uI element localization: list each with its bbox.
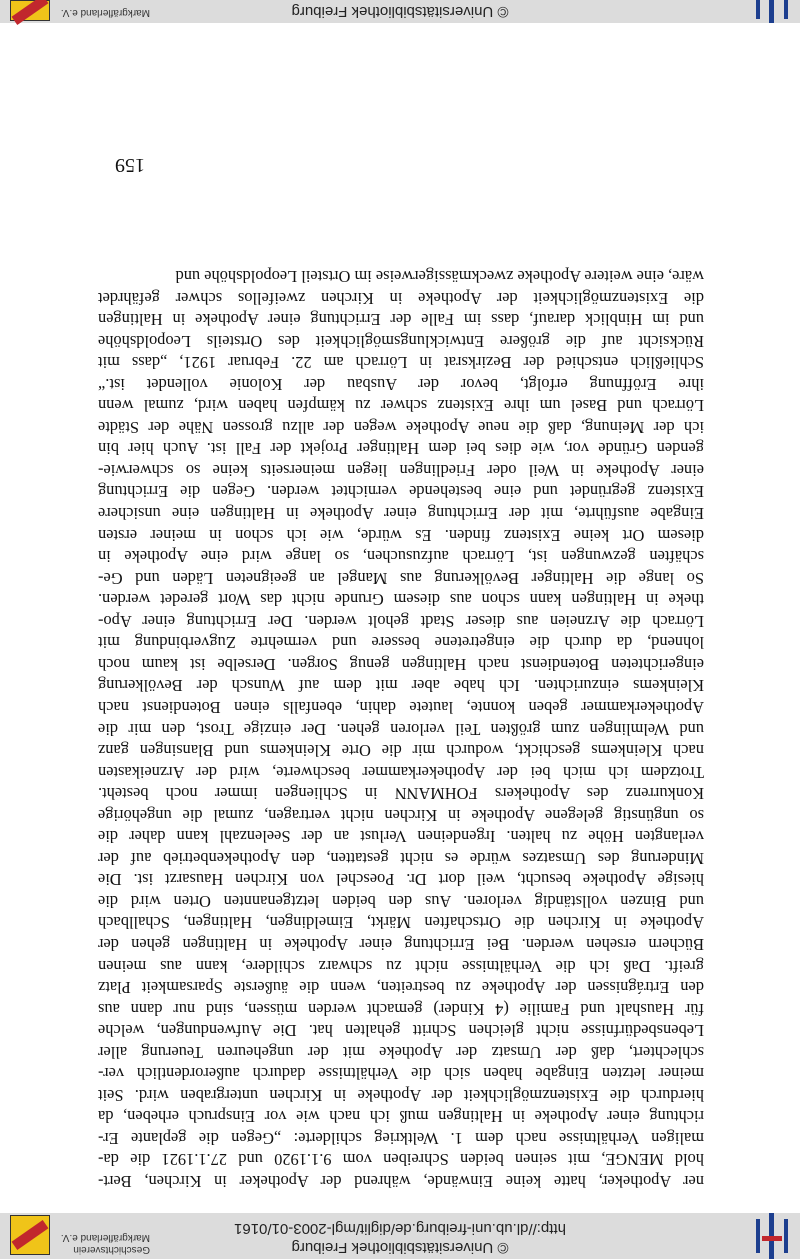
text-line: Lebensbedürfnisse nicht gleichen Schritt gehalten hat. Die Aufwendungen, welche bbox=[98, 1021, 704, 1041]
geschichtsverein-logo bbox=[10, 1215, 50, 1255]
text-line: Lörrach die Arzneien aus dieser Stadt geholt werden. Der Errichtung einer Apo- bbox=[98, 611, 704, 631]
text-line: hiesige Apotheke besucht, weil dort Dr. Poeschel von Kirchen Hausarzt ist. Die bbox=[98, 870, 704, 890]
footer-bar bbox=[0, 0, 800, 23]
text-line: Apothekerkammer geben konnte, lautete dahin, ebenfalls einen Botendienst nach bbox=[98, 697, 704, 717]
text-line: Schließlich entschied der Bezirksrat in Lörrach am 22. Februar 1921, „dass mit bbox=[98, 353, 704, 373]
footer-library-copyright: © Universitätsbibliothek Freiburg bbox=[291, 3, 509, 20]
text-line: ich der Meinung, daß die neue Apotheke wegen der allzu grossen Nähe der Städte bbox=[98, 417, 704, 437]
text-line: und Welmlingen zum größten Teil verloren gehen. Der einzige Trost, den mir die bbox=[98, 719, 704, 739]
text-line: so ungünstig gelegene Apotheke in Kirchen nicht vertragen, zumal die ungehörige bbox=[98, 805, 704, 825]
text-line: wäre, eine weitere Apotheke zweckmässigerweise im Ortsteil Leopoldshöhe und bbox=[175, 267, 704, 287]
text-line: hierdurch die Existenzmöglichkeit der Apotheke in Kirchen untergraben wird. Seit bbox=[98, 1085, 704, 1105]
text-line: schäften gezwungen ist, Lörrach aufzusuchen, so lange wird eine Apotheke in bbox=[98, 547, 704, 567]
text-line: theke in Haltingen kann schon aus diesem Grunde nicht das Wort geredet werden. bbox=[98, 590, 704, 610]
text-line: und Binzen vollständig verloren. Aus den beiden letztgenannten Orten wird die bbox=[98, 891, 704, 911]
text-line: die Existenzmöglichkeit der Apotheke in Kirchen zweifellos schwer gefährdet bbox=[98, 288, 704, 308]
geschichtsverein-caption: Geschichtsverein Markgräflerland e.V. bbox=[60, 1232, 150, 1255]
text-line: genden Gründe vor, wie dies bei dem Haltinger Projekt der Fall ist. Auch hier bin bbox=[98, 439, 704, 459]
text-line: Rücksicht auf die größere Entwicklungsmöglichkeit des Ortsteils Leopoldshöhe bbox=[98, 331, 704, 351]
body-text bbox=[98, 265, 704, 1192]
text-line: lohnend, da durch die eingetretene bessere und vermehrte Zugverbindung mit bbox=[98, 633, 704, 653]
text-line: Lörrach und Basel um ihre Existenz schwer zu kämpfen haben wird, zumal wenn bbox=[98, 396, 704, 416]
text-line: für Haushalt und Familie (4 Kinder) gemacht werden müssen, sind nur dann aus bbox=[98, 999, 704, 1019]
header-bar bbox=[0, 1213, 800, 1259]
text-line: und im Hinblick darauf, dass im Falle der Errichtung einer Apotheke in Haltingen bbox=[98, 310, 704, 330]
library-copyright: © Universitätsbibliothek Freiburg bbox=[291, 1239, 509, 1256]
footer-logo-caption: Markgräflerland e.V. bbox=[60, 7, 150, 18]
text-line: maligen Verhältnisse nach dem 1. Weltkrieg schilderte: „Gegen die geplante Er- bbox=[98, 1128, 704, 1148]
text-line: Büchern ersehen werden. Bei Errichtung einer Apotheke in Haltingen gehen der bbox=[98, 934, 704, 954]
page-number: 159 bbox=[115, 154, 145, 176]
text-line: diesem Ort keine Existenz finden. Es würde, wie ich schon in meiner ersten bbox=[98, 525, 704, 545]
text-line: greift. Daß ich die Verhältnisse nicht zu schwarz schildere, kann aus meinen bbox=[98, 956, 704, 976]
text-line: Eingabe ausführte, mit der Errichtung einer Apotheke in Haltingen eine unsichere bbox=[98, 504, 704, 524]
text-line: richtung einer Apotheke in Haltingen muß ich nach wie vor Einspruch erheben, da bbox=[98, 1107, 704, 1127]
text-line: ihre Eröffnung erfolgt, bevor der Ausbau der Kolonie vollendet ist.“ bbox=[98, 374, 704, 394]
text-line: Apotheke in Kirchen die Ortschaften Märkt, Eimeldingen, Haltingen, Schallbach bbox=[98, 913, 704, 933]
text-line: nach Kleinkems geschickt, wodurch mir die Orte Kleinkems und Blansingen ganz bbox=[98, 741, 704, 761]
text-line: meiner letzten Eingabe haben sich die Verhältnisse dadurch außerordentlich ver- bbox=[98, 1064, 704, 1084]
text-line: verlangten Höhe zu halten. Irgendeinen Verlust an der Seelenzahl kann daher die bbox=[98, 827, 704, 847]
permalink-url[interactable]: http://dl.ub.uni-freiburg.de/diglit/mgl-2003-01/0161 bbox=[234, 1220, 566, 1237]
text-line: Konkurrenz des Apothekers FOHMANN in Schliengen immer noch besteht. bbox=[98, 784, 704, 804]
text-line: Kleinkems einzurichten. Ich habe aber mit dem auf Wunsch der Bevölkerung bbox=[98, 676, 704, 696]
text-line: eingerichteten Botendienst nach Haltingen genug Sorgen. Derselbe ist kaum noch bbox=[98, 654, 704, 674]
footer-geschichtsverein-logo bbox=[10, 0, 50, 21]
text-line: Trotzdem ich mich bei der Apothekerkammer beschwerte, wird der Arzneikasten bbox=[98, 762, 704, 782]
text-line: den Ertrágnissen der Apotheke zu bestreiten, wenn die äußerste Sparsamkeit Platz bbox=[98, 978, 704, 998]
text-line: schlechtert, daß der Umsatz der Apotheke mit der ungeheuren Teuerung aller bbox=[98, 1042, 704, 1062]
text-line: Existenz gegründet und eine bestehende vernichtet werden. Gegen die Errichtung bbox=[98, 482, 704, 502]
text-line: einer Apotheke in Weil oder Friedlingen liegen meinerseits keine so schwerwie- bbox=[98, 460, 704, 480]
text-line: So lange die Haltinger Bevölkerung aus Mangel an geeigneten Läden und Ge- bbox=[98, 568, 704, 588]
text-line: hold MENGE, mit seinen beiden Schreiben vom 9.1.1920 und 27.1.1921 die da- bbox=[98, 1150, 704, 1170]
text-line: Minderung des Umsatzes würde es nicht gestatten, den Apothekenbetrieb auf der bbox=[98, 848, 704, 868]
text-line: ner Apotheker, hatte keine Einwände, während der Apotheker in Kirchen, Bert- bbox=[98, 1172, 704, 1191]
